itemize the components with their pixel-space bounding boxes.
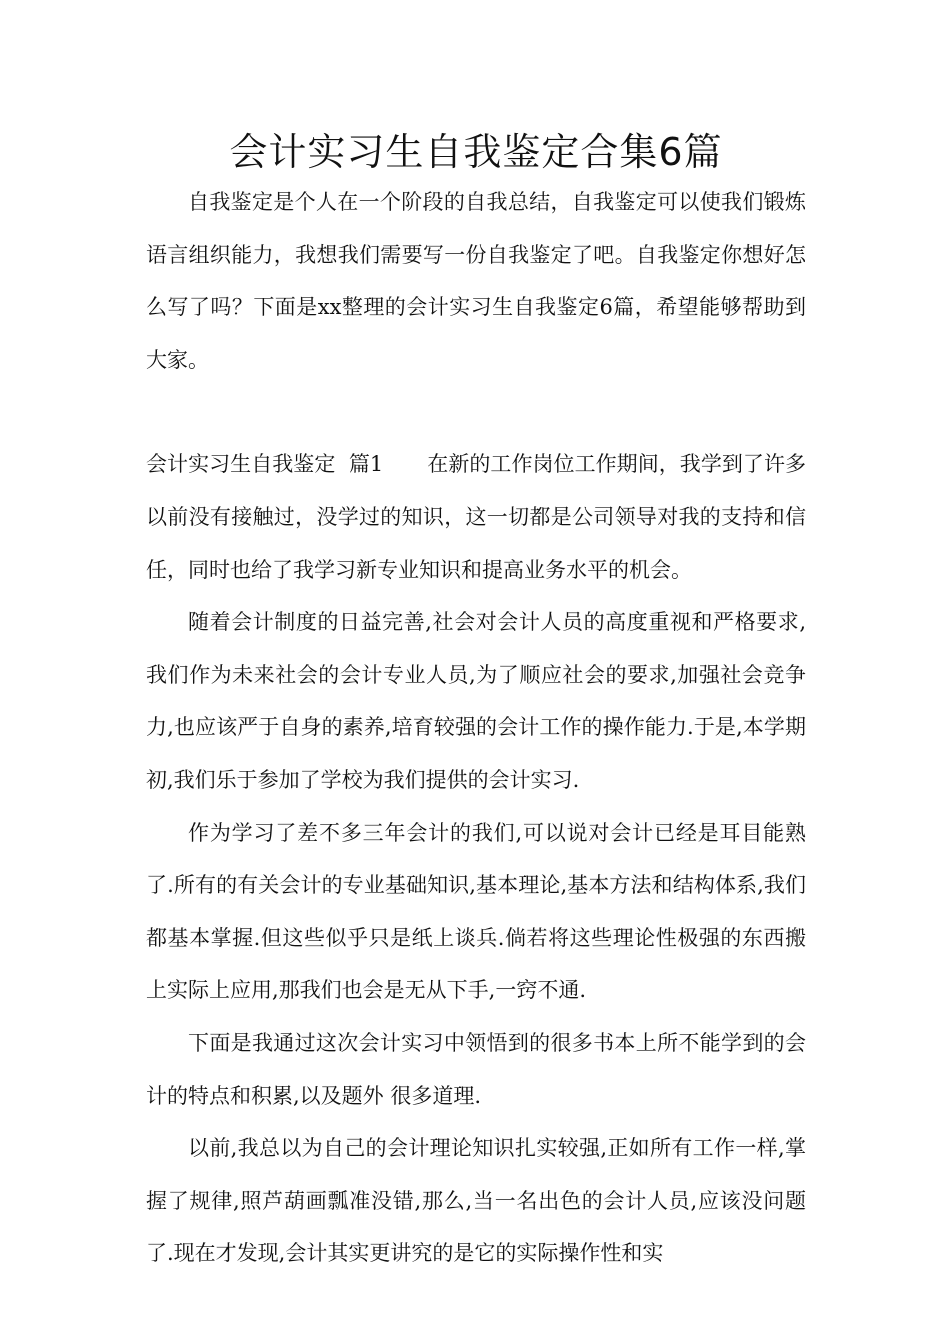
section-1-heading: 会计实习生自我鉴定 篇1 — [146, 452, 384, 477]
document-page — [146, 128, 806, 1280]
document-title: 会计实习生自我鉴定合集6篇 — [229, 130, 723, 174]
body-paragraph: 作为学习了差不多三年会计的我们,可以说对会计已经是耳目能熟了.所有的有关会计的专业基础知识,基本理论,基本方法和结构体系,我们都基本掌握.但这些似乎只是纸上谈兵.倘若将这些理论性极强的东西搬上实际上应用,那我们也会是无从下手,一窍不通. — [146, 820, 806, 1003]
intro-paragraph: 自我鉴定是个人在一个阶段的自我总结，自我鉴定可以使我们锻炼语言组织能力，我想我们需要写一份自我鉴定了吧。自我鉴定你想好怎么写了吗？下面是xx整理的会计实习生自我鉴定6篇，希望能够帮助到大家。 — [146, 190, 806, 372]
section-1-lead-text: 在新的工作岗位工作期间，我学到了许多以前没有接触过，没学过的知识，这一切都是公司领导对我的支持和信任，同时也给了我学习新专业知识和提高业务水平的机会。 — [146, 452, 807, 582]
section-1-lead-paragraph — [146, 438, 806, 596]
section-gap — [146, 386, 806, 438]
body-paragraph: 随着会计制度的日益完善,社会对会计人员的高度重视和严格要求,我们作为未来社会的会计专业人员,为了顺应社会的要求,加强社会竞争力,也应该严于自身的素养,培育较强的会计工作的操作能力.于是,本学期初,我们乐于参加了学校为我们提供的会计实习. — [146, 610, 806, 792]
body-paragraph: 以前,我总以为自己的会计理论知识扎实较强,正如所有工作一样,掌握了规律,照芦葫画瓢准没错,那么,当一名出色的会计人员,应该没问题了.现在才发现,会计其实更讲究的是它的实际操作性和实 — [146, 1136, 806, 1266]
body-paragraph: 下面是我通过这次会计实习中领悟到的很多书本上所不能学到的会计的特点和积累,以及题外 很多道理. — [146, 1030, 806, 1108]
